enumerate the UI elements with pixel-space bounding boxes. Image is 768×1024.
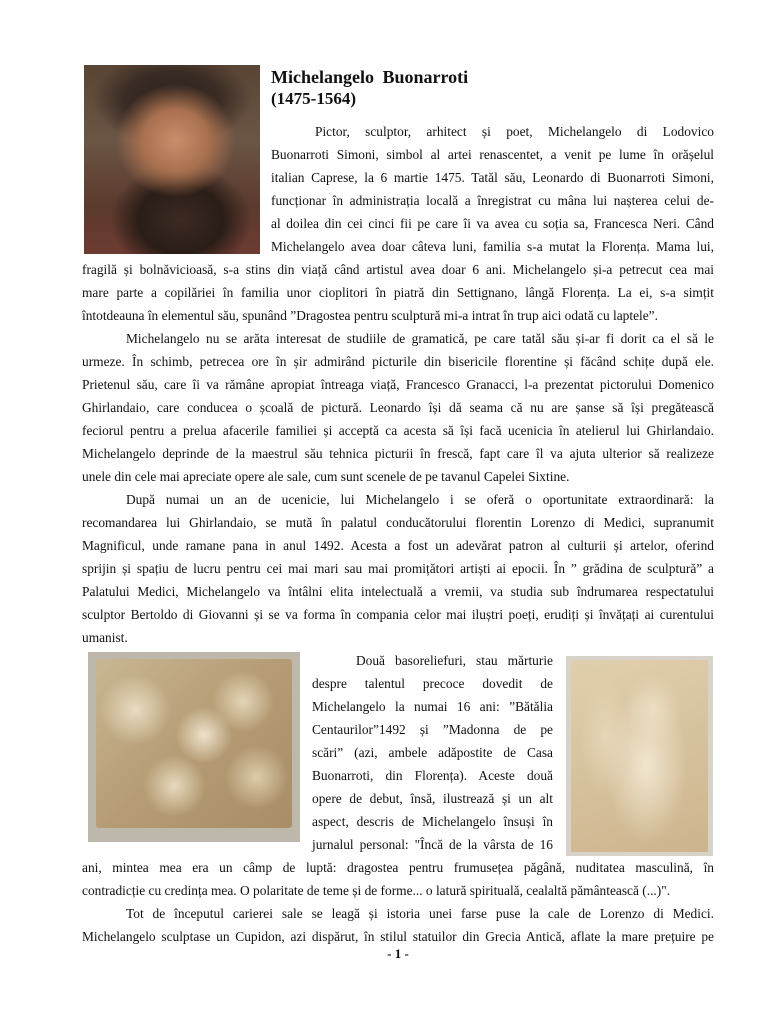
text-line: funcționar în administrația locală a înregistrat cu mâna lui nașterea celui de- — [271, 193, 714, 208]
battle-of-centaurs-relief-image — [88, 652, 300, 842]
text-line: După numai un an de ucenicie, lui Michelangelo i se oferă o oportunitate extraordinară: la — [126, 492, 714, 507]
text-line: urmeze. În schimb, petrecea ore în șir admirând picturile din bisericile florentine și făcând schițe după ele. — [82, 354, 714, 369]
text-line: Magnificul, unde ramane pana in anul 1492. Acesta a fost un adevărat patron al culturii și artelor, oferind — [82, 538, 714, 553]
text-line: scări” (azi, ambele adăpostite de Casa — [312, 745, 553, 760]
madonna-of-the-stairs-relief-image — [566, 656, 713, 856]
text-line: recomandarea lui Ghirlandaio, se mută în palatul conducătorului florentin Lorenzo di Medici, supranumit — [82, 515, 714, 530]
page-number: - 1 - — [387, 946, 409, 961]
text-line: Ghirlandaio, care conducea o școală de pictură. Leonardo își dă seama că nu are șanse să își pregătească — [82, 400, 714, 415]
text-line: Prietenul său, care îi va rămâne apropiat întreaga viață, Francesco Granacci, l-a prezentat pictorului Domenico — [82, 377, 714, 392]
text-line: Michelangelo la numai 16 ani: ”Bătălia — [312, 699, 553, 714]
page-title: Michelangelo Buonarroti — [271, 67, 469, 87]
text-line: italian Caprese, la 6 martie 1475. Tatăl său, Leonardo di Buonarroti Simoni, — [271, 170, 714, 185]
text-line: mare parte a copilăriei în familia unor cioplitori în piatră din Settignano, lângă Florența. La ei, s-a simțit — [82, 285, 714, 300]
text-line: opere de debut, însă, ilustrează și un alt — [312, 791, 553, 806]
title-block — [271, 66, 468, 110]
text-line: Michelangelo sculptase un Cupidon, azi dispărut, în stilul statuilor din Grecia Antică, aflate la mare prețuire pe — [82, 929, 714, 944]
text-line: sculptor Bertoldo di Giovanni și se va forma în compania celor mai iluștri poeți, erudiți și învățați ai curentului — [82, 607, 714, 622]
text-line: Centaurilor”1492 și ”Madonna de pe — [312, 722, 553, 737]
life-dates: (1475-1564) — [271, 89, 356, 108]
text-line: sprijin și spațiu de lucru pentru cei mai mari sau mai promițători artiști ai epocii. În ” grădina de sculptură” a — [82, 561, 714, 576]
text-line: aspect, descris de Michelangelo însuși în — [312, 814, 553, 829]
text-line: Michelangelo deprinde de la maestrul său tehnica picturii în frescă, fapt care îl va ajuta ulterior să realizeze — [82, 446, 714, 461]
text-line: Buonarroti, din Florența). Aceste două — [312, 768, 553, 783]
text-line: feciorul pentru a prelua afacerile familiei și acceptă ca acesta să își facă ucenicia în atelierul lui Ghirlandaio. — [82, 423, 714, 438]
text-line: întotdeauna în elementul său, spunând ”Dragostea pentru sculptură mi-a intrat în trup aici odată cu laptele”. — [82, 308, 658, 323]
text-line: contradicție cu credința mea. O polaritate de teme și de forme... o latură spirituală, cealaltă pământească (...)". — [82, 883, 671, 898]
michelangelo-portrait — [84, 65, 260, 254]
text-line: jurnalul personal: "Încă de la vârsta de 16 — [312, 837, 553, 852]
text-line: Michelangelo avea doar câteva luni, familia s-a mutat la Florența. Mama lui, — [271, 239, 714, 254]
text-line: fragilă și bolnăvicioasă, s-a stins din viață când artistul avea doar 6 ani. Michelangelo și-a petrecut cea mai — [82, 262, 714, 277]
text-line: Michelangelo nu se arăta interesat de studiile de gramatică, pe care tatăl său și-ar fi dorit ca el să le — [126, 331, 714, 346]
text-line: al doilea din cei cinci fii pe care îi va avea cu soția sa, Francesca Neri. Când — [271, 216, 714, 231]
text-line: Buonarroti Simoni, simbol al artei renascentet, a venit pe lume în orășelul — [271, 147, 714, 162]
text-line: unele din cele mai apreciate opere ale sale, cum sunt scenele de pe tavanul Capelei Sixtine. — [82, 469, 570, 484]
text-line: umanist. — [82, 630, 128, 645]
text-line: Două basoreliefuri, stau mărturie — [356, 653, 553, 668]
text-line: despre talentul precoce dovedit de — [312, 676, 553, 691]
text-line: ani, mintea mea era un câmp de luptă: dragostea pentru frumusețea păgână, nuditatea masculină, în — [82, 860, 714, 875]
text-line: Palatului Medici, Michelangelo va întâlni elita intelectuală a vremii, va studia sub îndrumarea respectatului — [82, 584, 714, 599]
text-line: Tot de începutul carierei sale se leagă și istoria unei farse puse la cale de Lorenzo di Medici. — [126, 906, 714, 921]
text-line: Pictor, sculptor, arhitect și poet, Michelangelo di Lodovico — [315, 124, 714, 139]
